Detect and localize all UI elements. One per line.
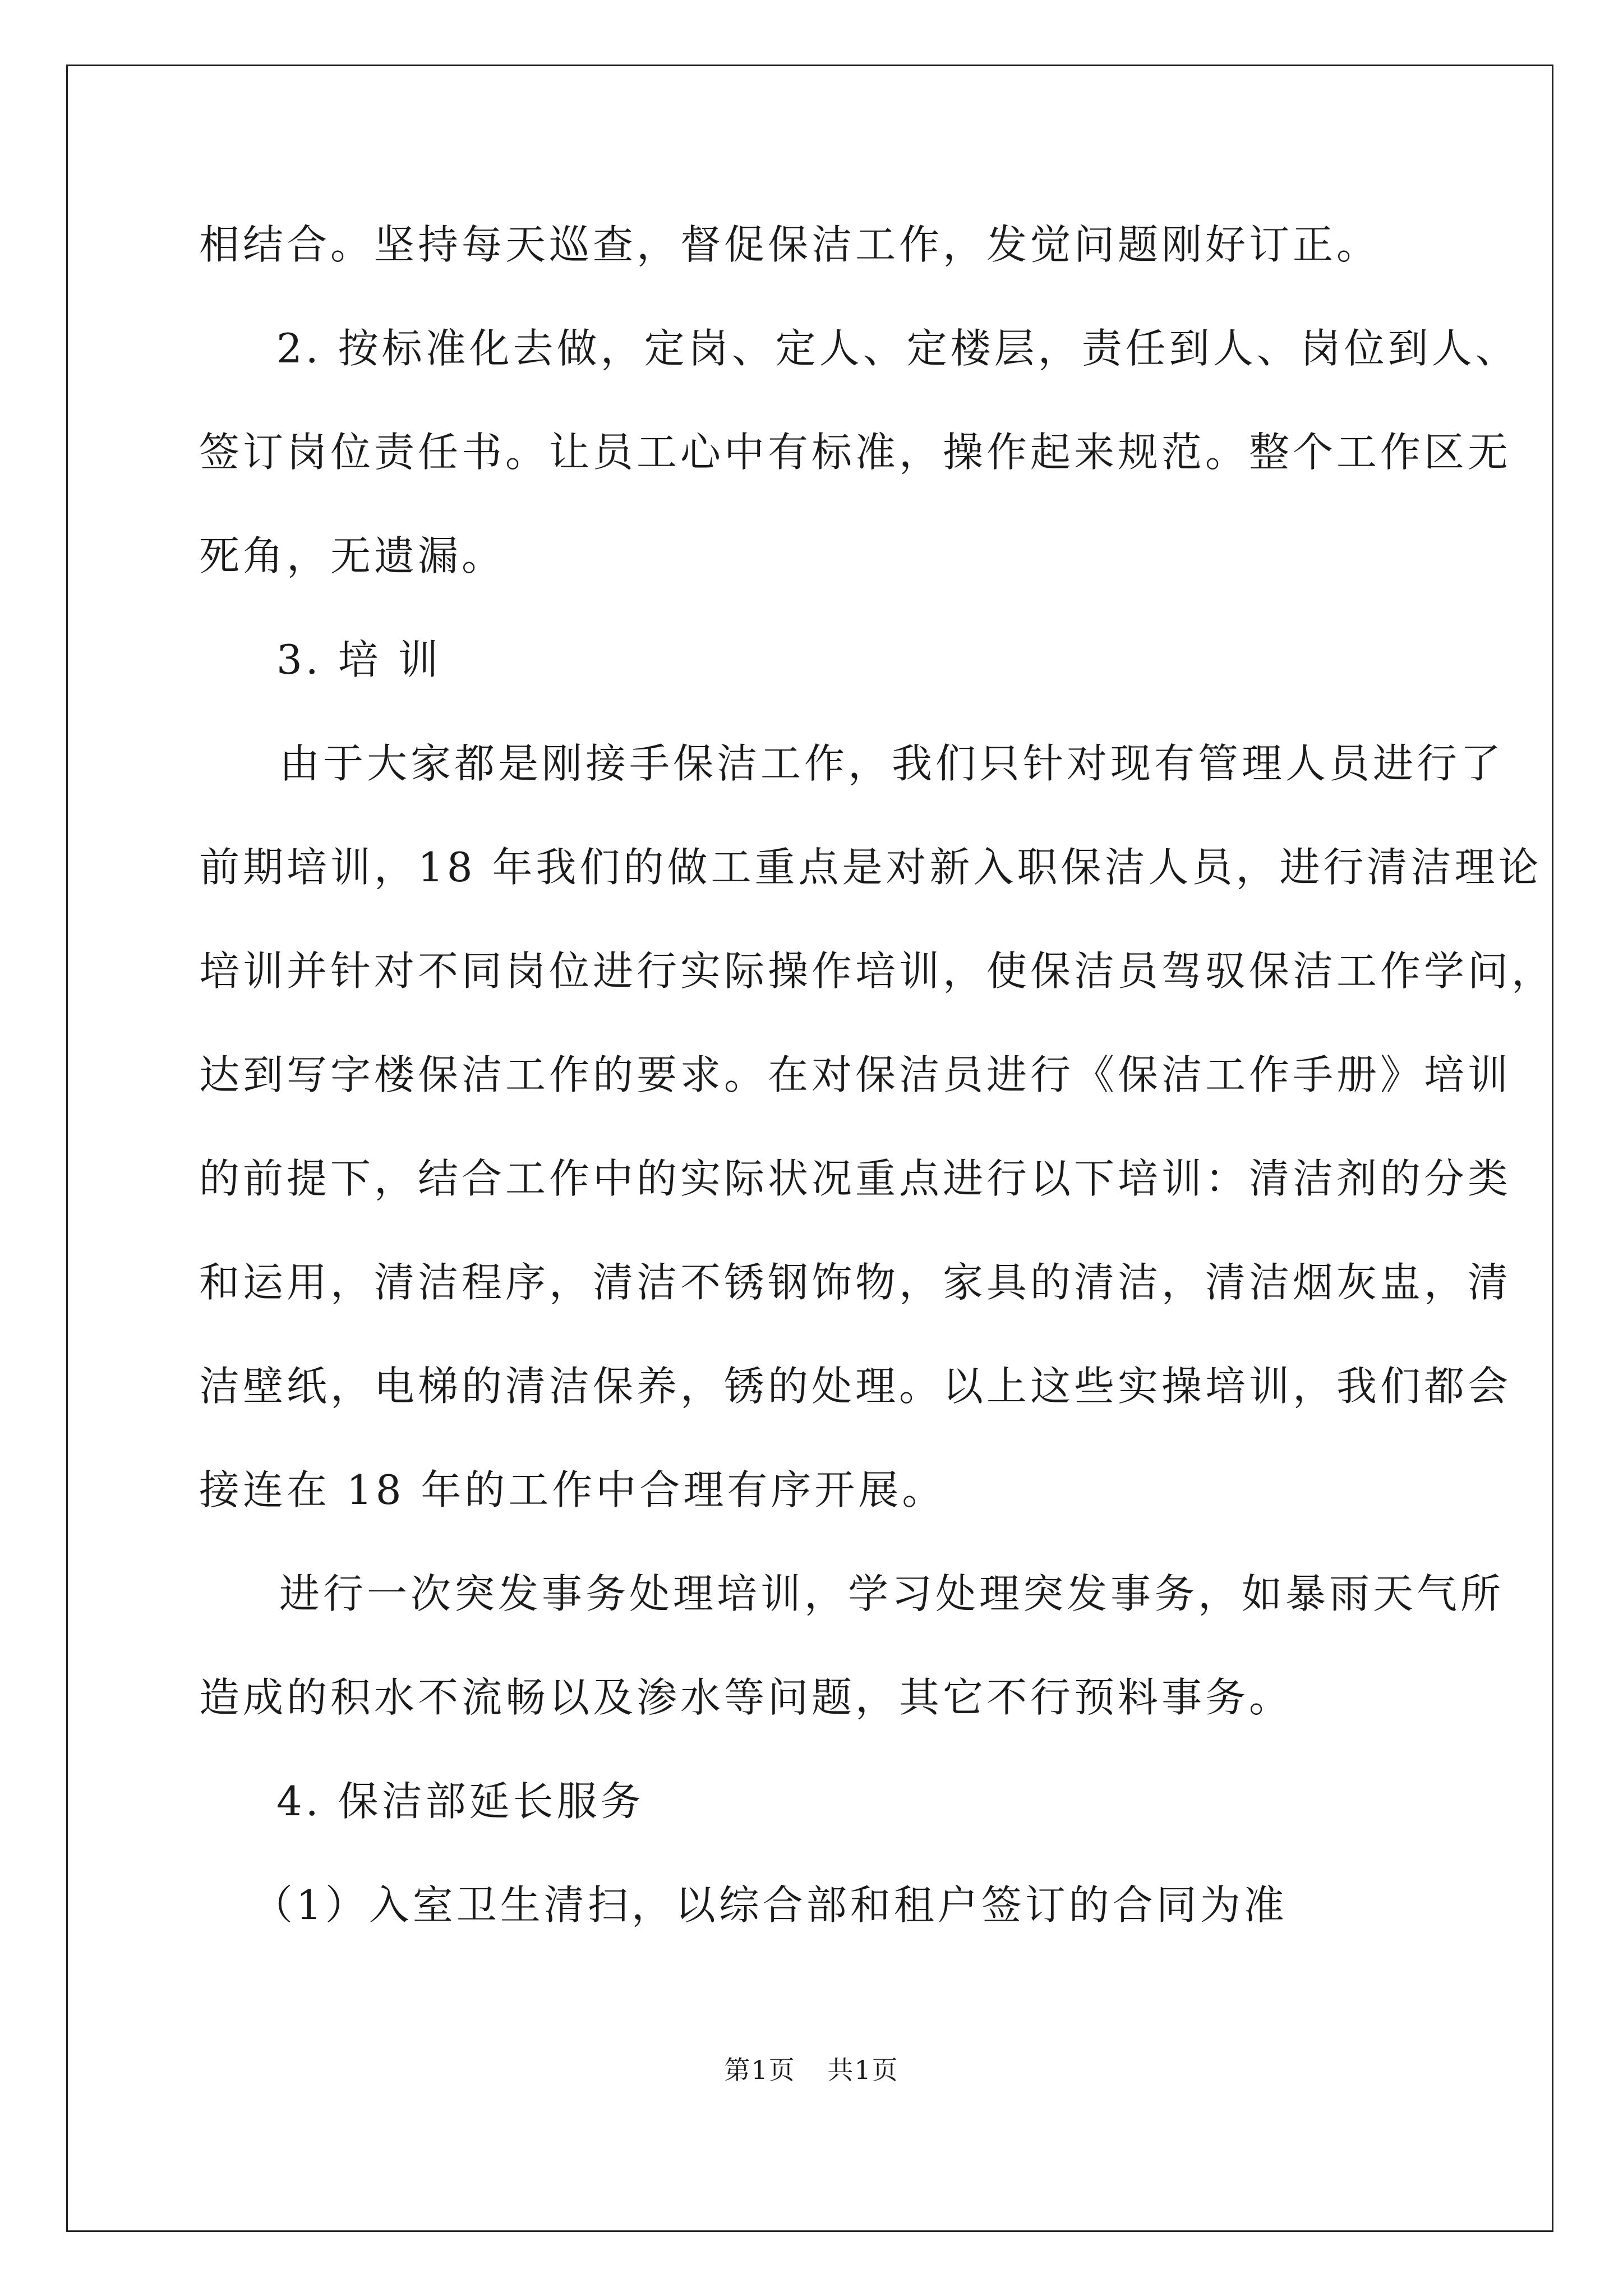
text-line: 达到写字楼保洁工作的要求。在对保洁员进行《保洁工作手册》培训 [199,1051,1512,1098]
text-line: 接连在 18 年的工作中合理有序开展。 [199,1466,946,1513]
text-line: 培训并针对不同岗位进行实际操作培训，使保洁员驾驭保洁工作学问， [199,947,1556,995]
section-heading: 3. 培 训 [276,636,442,683]
page-total: 共1页 [827,2055,899,2085]
text-line: 和运用，清洁程序，清洁不锈钢饰物，家具的清洁，清洁烟灰盅，清 [199,1259,1512,1306]
page-footer [0,2053,1623,2087]
text-line: 相结合。坚持每天巡查，督促保洁工作，发觉问题刚好订正。 [199,221,1381,268]
text-line: 的前提下，结合工作中的实际状况重点进行以下培训：清洁剂的分类 [199,1155,1512,1202]
text-line: 2. 按标准化去做，定岗、定人、定楼层，责任到人、岗位到人、 [276,325,1519,372]
text-line: 洁壁纸，电梯的清洁保养，锈的处理。以上这些实操培训，我们都会 [199,1363,1512,1410]
text-line: 死角，无遗漏。 [199,532,506,579]
text-line: 前期培训，18 年我们的做工重点是对新入职保洁人员，进行清洁理论 [199,844,1542,891]
text-line: 由于大家都是刚接手保洁工作，我们只针对现有管理人员进行了 [279,740,1505,787]
text-line: （1）入室卫生清扫，以综合部和租户签订的合同为准 [252,1881,1288,1929]
text-line: 进行一次突发事务处理培训，学习处理突发事务，如暴雨天气所 [279,1570,1505,1617]
page-number: 第1页 [724,2055,796,2085]
text-line: 造成的积水不流畅以及渗水等问题，其它不行预料事务。 [199,1674,1293,1721]
section-heading: 4. 保洁部延长服务 [276,1778,644,1825]
text-line: 签订岗位责任书。让员工心中有标准，操作起来规范。整个工作区无 [199,429,1512,476]
